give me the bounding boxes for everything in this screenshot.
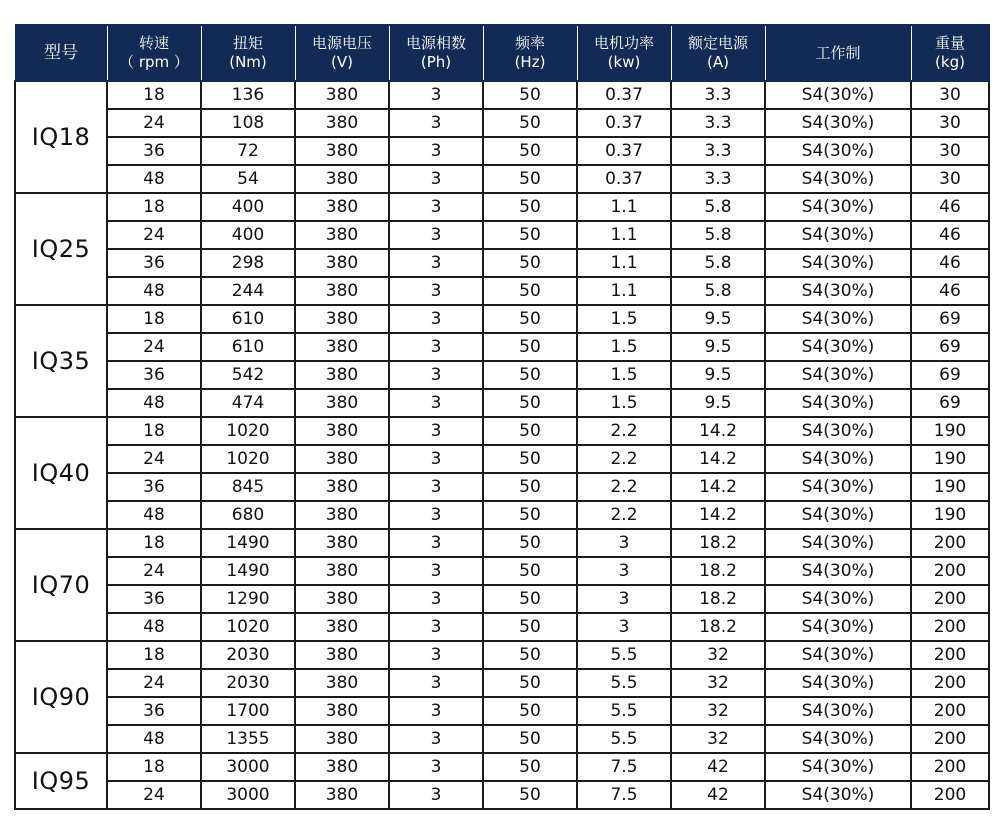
current-cell: 14.2 (671, 473, 765, 501)
weight-cell: 30 (911, 165, 989, 193)
weight-cell: 200 (911, 781, 989, 809)
weight-cell: 200 (911, 557, 989, 585)
header-voltage: 电源电压 (V) (295, 25, 389, 81)
power-cell: 1.1 (577, 277, 671, 305)
duty-cell: S4(30%) (765, 193, 911, 221)
current-cell: 3.3 (671, 109, 765, 137)
weight-cell: 30 (911, 81, 989, 109)
weight-cell: 69 (911, 361, 989, 389)
power-cell: 7.5 (577, 781, 671, 809)
frequency-cell: 50 (483, 165, 577, 193)
table-row (15, 165, 989, 193)
power-cell: 1.5 (577, 361, 671, 389)
power-cell: 1.5 (577, 305, 671, 333)
torque-cell: 1490 (201, 557, 295, 585)
power-cell: 1.1 (577, 193, 671, 221)
torque-cell: 1290 (201, 585, 295, 613)
torque-cell: 400 (201, 193, 295, 221)
frequency-cell: 50 (483, 473, 577, 501)
duty-cell: S4(30%) (765, 473, 911, 501)
table-row (15, 277, 989, 305)
duty-cell: S4(30%) (765, 613, 911, 641)
frequency-cell: 50 (483, 361, 577, 389)
table-row (15, 669, 989, 697)
weight-cell: 30 (911, 137, 989, 165)
torque-cell: 610 (201, 333, 295, 361)
frequency-cell: 50 (483, 249, 577, 277)
duty-cell: S4(30%) (765, 277, 911, 305)
phase-cell: 3 (389, 277, 483, 305)
torque-cell: 2030 (201, 641, 295, 669)
table-row (15, 193, 989, 221)
frequency-cell: 50 (483, 529, 577, 557)
table-row (15, 753, 989, 781)
phase-cell: 3 (389, 81, 483, 109)
frequency-cell: 50 (483, 697, 577, 725)
torque-cell: 845 (201, 473, 295, 501)
current-cell: 5.8 (671, 193, 765, 221)
phase-cell: 3 (389, 585, 483, 613)
frequency-cell: 50 (483, 445, 577, 473)
power-cell: 5.5 (577, 641, 671, 669)
phase-cell: 3 (389, 753, 483, 781)
voltage-cell: 380 (295, 641, 389, 669)
voltage-cell: 380 (295, 753, 389, 781)
current-cell: 5.8 (671, 221, 765, 249)
power-cell: 0.37 (577, 165, 671, 193)
voltage-cell: 380 (295, 725, 389, 753)
duty-cell: S4(30%) (765, 109, 911, 137)
current-cell: 5.8 (671, 277, 765, 305)
phase-cell: 3 (389, 669, 483, 697)
weight-cell: 200 (911, 585, 989, 613)
speed-cell: 48 (107, 277, 201, 305)
speed-cell: 24 (107, 333, 201, 361)
speed-cell: 24 (107, 221, 201, 249)
current-cell: 32 (671, 641, 765, 669)
current-cell: 9.5 (671, 305, 765, 333)
power-cell: 3 (577, 613, 671, 641)
frequency-cell: 50 (483, 781, 577, 809)
duty-cell: S4(30%) (765, 165, 911, 193)
frequency-cell: 50 (483, 389, 577, 417)
table-row (15, 361, 989, 389)
model-cell: IQ35 (15, 305, 107, 417)
header-phase: 电源相数 (Ph) (389, 25, 483, 81)
duty-cell: S4(30%) (765, 81, 911, 109)
voltage-cell: 380 (295, 249, 389, 277)
current-cell: 5.8 (671, 249, 765, 277)
weight-cell: 190 (911, 417, 989, 445)
duty-cell: S4(30%) (765, 389, 911, 417)
voltage-cell: 380 (295, 109, 389, 137)
duty-cell: S4(30%) (765, 221, 911, 249)
current-cell: 18.2 (671, 585, 765, 613)
torque-cell: 108 (201, 109, 295, 137)
weight-cell: 190 (911, 501, 989, 529)
phase-cell: 3 (389, 165, 483, 193)
power-cell: 5.5 (577, 669, 671, 697)
weight-cell: 200 (911, 641, 989, 669)
header-weight: 重量 (kg) (911, 25, 989, 81)
phase-cell: 3 (389, 249, 483, 277)
speed-cell: 18 (107, 193, 201, 221)
duty-cell: S4(30%) (765, 501, 911, 529)
current-cell: 18.2 (671, 557, 765, 585)
frequency-cell: 50 (483, 613, 577, 641)
speed-cell: 36 (107, 473, 201, 501)
model-cell: IQ25 (15, 193, 107, 305)
phase-cell: 3 (389, 641, 483, 669)
power-cell: 1.5 (577, 389, 671, 417)
weight-cell: 46 (911, 277, 989, 305)
table-row (15, 305, 989, 333)
voltage-cell: 380 (295, 305, 389, 333)
table-row (15, 249, 989, 277)
phase-cell: 3 (389, 361, 483, 389)
table-row (15, 221, 989, 249)
torque-cell: 2030 (201, 669, 295, 697)
power-cell: 0.37 (577, 109, 671, 137)
phase-cell: 3 (389, 221, 483, 249)
torque-cell: 244 (201, 277, 295, 305)
table-row (15, 725, 989, 753)
phase-cell: 3 (389, 557, 483, 585)
speed-cell: 36 (107, 697, 201, 725)
table-row (15, 333, 989, 361)
weight-cell: 46 (911, 193, 989, 221)
torque-cell: 1020 (201, 445, 295, 473)
current-cell: 9.5 (671, 389, 765, 417)
power-cell: 1.1 (577, 221, 671, 249)
table-row (15, 473, 989, 501)
weight-cell: 46 (911, 221, 989, 249)
header-row (15, 25, 989, 81)
speed-cell: 24 (107, 109, 201, 137)
current-cell: 18.2 (671, 529, 765, 557)
phase-cell: 3 (389, 389, 483, 417)
table-row (15, 557, 989, 585)
speed-cell: 18 (107, 305, 201, 333)
duty-cell: S4(30%) (765, 585, 911, 613)
power-cell: 1.5 (577, 333, 671, 361)
table-row (15, 389, 989, 417)
header-rated-current: 额定电源 (A) (671, 25, 765, 81)
voltage-cell: 380 (295, 193, 389, 221)
weight-cell: 200 (911, 613, 989, 641)
torque-cell: 400 (201, 221, 295, 249)
current-cell: 14.2 (671, 501, 765, 529)
torque-cell: 3000 (201, 753, 295, 781)
table-row (15, 781, 989, 809)
weight-cell: 200 (911, 529, 989, 557)
duty-cell: S4(30%) (765, 361, 911, 389)
torque-cell: 1700 (201, 697, 295, 725)
current-cell: 14.2 (671, 445, 765, 473)
weight-cell: 200 (911, 697, 989, 725)
power-cell: 3 (577, 529, 671, 557)
speed-cell: 18 (107, 753, 201, 781)
duty-cell: S4(30%) (765, 445, 911, 473)
speed-cell: 48 (107, 725, 201, 753)
voltage-cell: 380 (295, 389, 389, 417)
table-row (15, 529, 989, 557)
power-cell: 1.1 (577, 249, 671, 277)
header-torque: 扭矩 (Nm) (201, 25, 295, 81)
weight-cell: 46 (911, 249, 989, 277)
speed-cell: 18 (107, 529, 201, 557)
power-cell: 0.37 (577, 137, 671, 165)
torque-cell: 1355 (201, 725, 295, 753)
voltage-cell: 380 (295, 333, 389, 361)
frequency-cell: 50 (483, 557, 577, 585)
voltage-cell: 380 (295, 781, 389, 809)
power-cell: 2.2 (577, 417, 671, 445)
phase-cell: 3 (389, 781, 483, 809)
voltage-cell: 380 (295, 277, 389, 305)
table-row (15, 697, 989, 725)
weight-cell: 200 (911, 725, 989, 753)
voltage-cell: 380 (295, 445, 389, 473)
frequency-cell: 50 (483, 221, 577, 249)
spec-table (14, 24, 990, 810)
weight-cell: 190 (911, 445, 989, 473)
power-cell: 3 (577, 585, 671, 613)
speed-cell: 18 (107, 81, 201, 109)
header-model: 型号 (15, 25, 107, 81)
frequency-cell: 50 (483, 193, 577, 221)
phase-cell: 3 (389, 529, 483, 557)
frequency-cell: 50 (483, 277, 577, 305)
voltage-cell: 380 (295, 361, 389, 389)
frequency-cell: 50 (483, 585, 577, 613)
torque-cell: 1490 (201, 529, 295, 557)
header-motor-power: 电机功率 (kw) (577, 25, 671, 81)
model-cell: IQ95 (15, 753, 107, 809)
voltage-cell: 380 (295, 613, 389, 641)
table-row (15, 137, 989, 165)
current-cell: 42 (671, 753, 765, 781)
speed-cell: 48 (107, 613, 201, 641)
current-cell: 32 (671, 725, 765, 753)
phase-cell: 3 (389, 305, 483, 333)
weight-cell: 200 (911, 669, 989, 697)
duty-cell: S4(30%) (765, 249, 911, 277)
current-cell: 42 (671, 781, 765, 809)
duty-cell: S4(30%) (765, 641, 911, 669)
frequency-cell: 50 (483, 641, 577, 669)
torque-cell: 72 (201, 137, 295, 165)
power-cell: 3 (577, 557, 671, 585)
phase-cell: 3 (389, 333, 483, 361)
table-row (15, 585, 989, 613)
current-cell: 9.5 (671, 333, 765, 361)
voltage-cell: 380 (295, 669, 389, 697)
header-speed: 转速 （ rpm ） (107, 25, 201, 81)
phase-cell: 3 (389, 137, 483, 165)
torque-cell: 542 (201, 361, 295, 389)
speed-cell: 18 (107, 417, 201, 445)
duty-cell: S4(30%) (765, 305, 911, 333)
table-row (15, 81, 989, 109)
table-body (15, 81, 989, 809)
torque-cell: 1020 (201, 417, 295, 445)
current-cell: 32 (671, 697, 765, 725)
power-cell: 5.5 (577, 725, 671, 753)
voltage-cell: 380 (295, 529, 389, 557)
frequency-cell: 50 (483, 109, 577, 137)
speed-cell: 24 (107, 669, 201, 697)
duty-cell: S4(30%) (765, 557, 911, 585)
weight-cell: 190 (911, 473, 989, 501)
voltage-cell: 380 (295, 165, 389, 193)
table-row (15, 109, 989, 137)
torque-cell: 680 (201, 501, 295, 529)
voltage-cell: 380 (295, 473, 389, 501)
current-cell: 32 (671, 669, 765, 697)
current-cell: 9.5 (671, 361, 765, 389)
phase-cell: 3 (389, 473, 483, 501)
frequency-cell: 50 (483, 669, 577, 697)
header-duty: 工作制 (765, 25, 911, 81)
table-row (15, 445, 989, 473)
duty-cell: S4(30%) (765, 725, 911, 753)
current-cell: 14.2 (671, 417, 765, 445)
duty-cell: S4(30%) (765, 697, 911, 725)
phase-cell: 3 (389, 193, 483, 221)
voltage-cell: 380 (295, 697, 389, 725)
frequency-cell: 50 (483, 501, 577, 529)
speed-cell: 36 (107, 585, 201, 613)
speed-cell: 48 (107, 165, 201, 193)
frequency-cell: 50 (483, 417, 577, 445)
speed-cell: 36 (107, 361, 201, 389)
speed-cell: 48 (107, 501, 201, 529)
voltage-cell: 380 (295, 501, 389, 529)
speed-cell: 36 (107, 249, 201, 277)
speed-cell: 24 (107, 557, 201, 585)
torque-cell: 474 (201, 389, 295, 417)
table-row (15, 417, 989, 445)
duty-cell: S4(30%) (765, 333, 911, 361)
voltage-cell: 380 (295, 137, 389, 165)
duty-cell: S4(30%) (765, 753, 911, 781)
power-cell: 2.2 (577, 445, 671, 473)
current-cell: 3.3 (671, 137, 765, 165)
frequency-cell: 50 (483, 81, 577, 109)
phase-cell: 3 (389, 613, 483, 641)
power-cell: 7.5 (577, 753, 671, 781)
duty-cell: S4(30%) (765, 669, 911, 697)
frequency-cell: 50 (483, 333, 577, 361)
phase-cell: 3 (389, 109, 483, 137)
model-cell: IQ18 (15, 81, 107, 193)
speed-cell: 48 (107, 389, 201, 417)
torque-cell: 136 (201, 81, 295, 109)
phase-cell: 3 (389, 697, 483, 725)
power-cell: 2.2 (577, 501, 671, 529)
duty-cell: S4(30%) (765, 137, 911, 165)
frequency-cell: 50 (483, 725, 577, 753)
voltage-cell: 380 (295, 81, 389, 109)
power-cell: 5.5 (577, 697, 671, 725)
power-cell: 0.37 (577, 81, 671, 109)
phase-cell: 3 (389, 417, 483, 445)
torque-cell: 1020 (201, 613, 295, 641)
table-row (15, 613, 989, 641)
phase-cell: 3 (389, 725, 483, 753)
speed-cell: 24 (107, 781, 201, 809)
model-cell: IQ90 (15, 641, 107, 753)
table-row (15, 641, 989, 669)
frequency-cell: 50 (483, 137, 577, 165)
speed-cell: 36 (107, 137, 201, 165)
duty-cell: S4(30%) (765, 417, 911, 445)
voltage-cell: 380 (295, 417, 389, 445)
frequency-cell: 50 (483, 753, 577, 781)
voltage-cell: 380 (295, 557, 389, 585)
power-cell: 2.2 (577, 473, 671, 501)
speed-cell: 24 (107, 445, 201, 473)
current-cell: 18.2 (671, 613, 765, 641)
voltage-cell: 380 (295, 221, 389, 249)
current-cell: 3.3 (671, 81, 765, 109)
phase-cell: 3 (389, 445, 483, 473)
duty-cell: S4(30%) (765, 529, 911, 557)
model-cell: IQ70 (15, 529, 107, 641)
torque-cell: 3000 (201, 781, 295, 809)
speed-cell: 18 (107, 641, 201, 669)
table-row (15, 501, 989, 529)
torque-cell: 54 (201, 165, 295, 193)
weight-cell: 200 (911, 753, 989, 781)
header-frequency: 频率 (Hz) (483, 25, 577, 81)
weight-cell: 69 (911, 333, 989, 361)
model-cell: IQ40 (15, 417, 107, 529)
torque-cell: 610 (201, 305, 295, 333)
weight-cell: 69 (911, 389, 989, 417)
weight-cell: 30 (911, 109, 989, 137)
duty-cell: S4(30%) (765, 781, 911, 809)
current-cell: 3.3 (671, 165, 765, 193)
torque-cell: 298 (201, 249, 295, 277)
voltage-cell: 380 (295, 585, 389, 613)
frequency-cell: 50 (483, 305, 577, 333)
phase-cell: 3 (389, 501, 483, 529)
weight-cell: 69 (911, 305, 989, 333)
